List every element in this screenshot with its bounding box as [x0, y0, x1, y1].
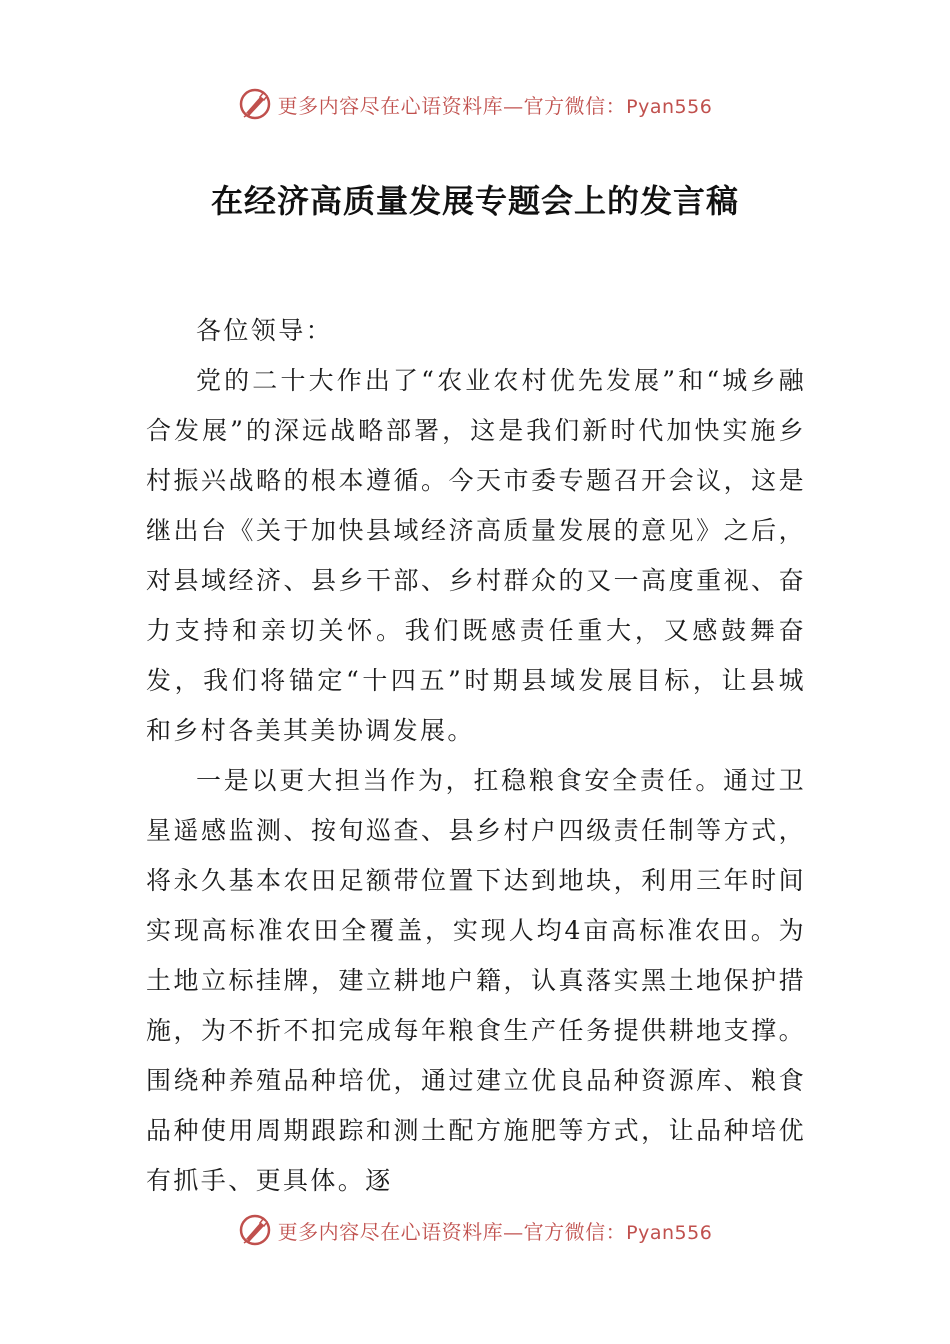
paragraph: 一是以更大担当作为，扛稳粮食安全责任。通过卫星遥感监测、按旬巡查、县乡村户四级责任制等方式，将永久基本农田足额带位置下达到地块，利用三年时间实现高标准农田全覆盖，实现人均4亩高标准农田。为土地立标挂牌，建立耕地户籍，认真落实黑土地保护措施，为不折不扣完成每年粮食生产任务提供耕地支撑。围绕种养殖品种培优，通过建立优良品种资源库、粮食品种使用周期跟踪和测土配方施肥等方式，让品种培优有抓手、更具体。逐	[146, 766, 806, 1195]
banner-text: 更多内容尽在心语资料库—官方微信：Pyan556	[277, 93, 713, 118]
paragraph: 党的二十大作出了“农业农村优先发展”和“城乡融合发展”的深远战略部署，这是我们新时代加快实施乡村振兴战略的根本遵循。今天市委专题召开会议，这是继出台《关于加快县域经济高质量发展的意见》之后，对县域经济、县乡干部、乡村群众的又一高度重视、奋力支持和亲切关怀。我们既感责任重大，又感鼓舞奋发，我们将锚定“十四五”时期县域发展目标，让县城和乡村各美其美协调发展。	[146, 366, 806, 745]
footer-banner	[0, 1210, 950, 1250]
document-body	[146, 306, 806, 1206]
salutation: 各位领导：	[196, 316, 334, 345]
header-banner	[0, 84, 950, 124]
banner-text: 更多内容尽在心语资料库—官方微信：Pyan556	[277, 1219, 713, 1244]
pen-logo-icon	[238, 1213, 272, 1247]
banner-account: Pyan556	[626, 1221, 713, 1244]
banner-account: Pyan556	[626, 95, 713, 118]
document-title: 在经济高质量发展专题会上的发言稿	[210, 182, 739, 220]
pen-logo-icon	[238, 87, 272, 121]
